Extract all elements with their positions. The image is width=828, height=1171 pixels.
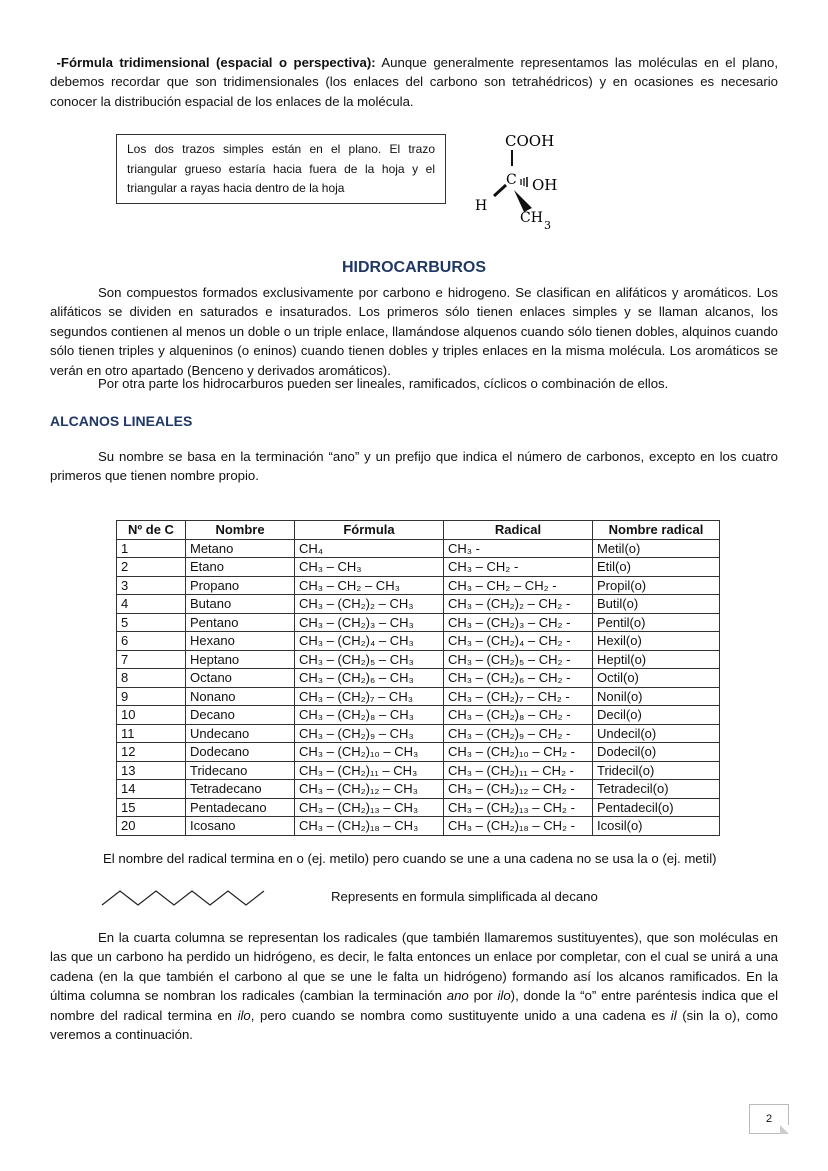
table-row: [117, 687, 720, 706]
molecule-3d-diagram: [470, 128, 580, 238]
cell-nombre: Butano: [186, 595, 295, 614]
svg-text:3: 3: [544, 219, 551, 232]
cell-formula: CH₃ – (CH₂)₈ – CH₃: [295, 706, 444, 725]
table-row: [117, 798, 720, 817]
page-number-badge: [749, 1104, 789, 1134]
cell-num-c: 10: [117, 706, 186, 725]
cell-radical: CH₃ – (CH₂)₁₂ – CH₂ -: [444, 780, 593, 799]
cell-num-c: 3: [117, 576, 186, 595]
cell-formula: CH₄: [295, 539, 444, 558]
cell-radical: CH₃ – (CH₂)₁₁ – CH₂ -: [444, 761, 593, 780]
cell-radical: CH₃ – CH₂ – CH₂ -: [444, 576, 593, 595]
table-row: [117, 724, 720, 743]
table-row: [117, 632, 720, 651]
cell-nombre: Nonano: [186, 687, 295, 706]
cell-formula: CH₃ – (CH₂)₁₃ – CH₃: [295, 798, 444, 817]
table-row: [117, 706, 720, 725]
table-row: [117, 613, 720, 632]
cell-num-c: 8: [117, 669, 186, 688]
cell-nombre: Dodecano: [186, 743, 295, 762]
cell-num-c: 4: [117, 595, 186, 614]
page-number: 2: [765, 1113, 773, 1125]
cell-formula: CH₃ – (CH₂)₄ – CH₃: [295, 632, 444, 651]
table-row: [117, 558, 720, 577]
cell-radical: CH₃ – (CH₂)₅ – CH₂ -: [444, 650, 593, 669]
cell-nombre: Decano: [186, 706, 295, 725]
cell-nombre-radical: Nonil(o): [593, 687, 720, 706]
cell-num-c: 20: [117, 817, 186, 836]
cell-nombre-radical: Heptil(o): [593, 650, 720, 669]
cell-formula: CH₃ – (CH₂)₇ – CH₃: [295, 687, 444, 706]
cell-nombre-radical: Metil(o): [593, 539, 720, 558]
cell-radical: CH₃ – (CH₂)₆ – CH₂ -: [444, 669, 593, 688]
cell-nombre: Heptano: [186, 650, 295, 669]
note-text: Los dos trazos simples están en el plano. El trazo triangular grueso estaría hacia fuera de la hoja y el triangular a rayas hacia dentro de la hoja: [127, 142, 435, 195]
cell-radical: CH₃ -: [444, 539, 593, 558]
cell-radical: CH₃ – (CH₂)₉ – CH₂ -: [444, 724, 593, 743]
cell-nombre: Tetradecano: [186, 780, 295, 799]
cell-nombre-radical: Pentil(o): [593, 613, 720, 632]
cell-nombre: Pentadecano: [186, 798, 295, 817]
cell-nombre-radical: Propil(o): [593, 576, 720, 595]
cell-num-c: 15: [117, 798, 186, 817]
note-box: [116, 134, 446, 204]
cell-nombre-radical: Butil(o): [593, 595, 720, 614]
cell-formula: CH₃ – (CH₂)₁₁ – CH₃: [295, 761, 444, 780]
table-row: [117, 761, 720, 780]
cell-formula: CH₃ – (CH₂)₅ – CH₃: [295, 650, 444, 669]
cell-radical: CH₃ – (CH₂)₁₈ – CH₂ -: [444, 817, 593, 836]
cell-nombre-radical: Decil(o): [593, 706, 720, 725]
intro-paragraph: [50, 53, 778, 111]
cell-nombre: Tridecano: [186, 761, 295, 780]
svg-text:COOH: COOH: [505, 132, 555, 150]
cell-radical: CH₃ – (CH₂)₄ – CH₂ -: [444, 632, 593, 651]
svg-text:H: H: [475, 198, 488, 214]
cell-num-c: 12: [117, 743, 186, 762]
header-formula: Fórmula: [295, 521, 444, 540]
cell-formula: CH₃ – CH₂ – CH₃: [295, 576, 444, 595]
cell-nombre-radical: Tetradecil(o): [593, 780, 720, 799]
cell-nombre: Pentano: [186, 613, 295, 632]
cell-num-c: 5: [117, 613, 186, 632]
cell-num-c: 7: [117, 650, 186, 669]
header-nombre: Nombre: [186, 521, 295, 540]
cell-num-c: 14: [117, 780, 186, 799]
header-num-c: Nº de C: [117, 521, 186, 540]
cell-formula: CH₃ – (CH₂)₃ – CH₃: [295, 613, 444, 632]
alcanos-title: ALCANOS LINEALES: [50, 413, 193, 429]
intro-lead: -Fórmula tridimensional (espacial o perspectiva):: [56, 55, 376, 70]
cell-radical: CH₃ – (CH₂)₈ – CH₂ -: [444, 706, 593, 725]
table-footnote: El nombre del radical termina en o (ej. metilo) pero cuando se une a una cadena no se usa la o (ej. metil): [103, 851, 717, 866]
closing-paragraph: En la cuarta columna se representan los radicales (que también llamaremos sustituyentes), que son moléculas en las que un carbono ha perdido un hidrógeno, es decir, le falta entonces un enlace por completar, con el cual se unirá a una cadena (en la que también el carbono al que se une le falta un hidrógeno) formando así los alcanos ramificados. En la última columna se nombran los radicales (cambian la terminación ano por ilo), donde la “o” entre paréntesis indica que el nombre del radical termina en ilo, pero cuando se nombra como sustituyente unido a una cadena es il (sin la o), como veremos a continuación.: [50, 930, 779, 1043]
svg-text:C: C: [506, 172, 517, 188]
cell-radical: CH₃ – (CH₂)₇ – CH₂ -: [444, 687, 593, 706]
cell-nombre-radical: Tridecil(o): [593, 761, 720, 780]
stereo-bonds-icon: [470, 128, 580, 238]
decane-skeletal-formula-icon: [100, 887, 280, 909]
table-row: [117, 595, 720, 614]
table-row: [117, 817, 720, 836]
cell-nombre-radical: Octil(o): [593, 669, 720, 688]
header-nombre-radical: Nombre radical: [593, 521, 720, 540]
cell-nombre-radical: Undecil(o): [593, 724, 720, 743]
cell-nombre: Propano: [186, 576, 295, 595]
table-header-row: [117, 521, 720, 540]
cell-nombre: Icosano: [186, 817, 295, 836]
table-row: [117, 780, 720, 799]
alkanes-table: [116, 520, 720, 836]
cell-nombre: Etano: [186, 558, 295, 577]
cell-formula: CH₃ – (CH₂)₁₀ – CH₃: [295, 743, 444, 762]
cell-nombre-radical: Etil(o): [593, 558, 720, 577]
cell-num-c: 11: [117, 724, 186, 743]
table-row: [117, 669, 720, 688]
cell-formula: CH₃ – (CH₂)₁₂ – CH₃: [295, 780, 444, 799]
hidrocarburos-paragraph-2: Por otra parte los hidrocarburos pueden ser lineales, ramificados, cíclicos o combinación de ellos.: [98, 376, 669, 391]
zigzag-caption: Represents en formula simplificada al decano: [331, 889, 598, 904]
table-row: [117, 539, 720, 558]
svg-text:OH: OH: [532, 176, 558, 194]
cell-radical: CH₃ – (CH₂)₂ – CH₂ -: [444, 595, 593, 614]
cell-radical: CH₃ – (CH₂)₁₀ – CH₂ -: [444, 743, 593, 762]
svg-text:CH: CH: [520, 210, 543, 226]
hidrocarburos-paragraph-1: Son compuestos formados exclusivamente por carbono e hidrogeno. Se clasifican en alifáticos y aromáticos. Los alifáticos se dividen en saturados e insaturados. Los primeros sólo tienen enlaces simples y se llaman alcanos, los segundos contienen al menos un doble o un triple enlace, llamándose alquenos cuando sólo tienen dobles, alquinos cuando sólo tienen triples y alqueninos (o eninos) cuando tienen dobles y triples enlaces en la misma molécula. Los aromáticos se verán en otro apartado (Benceno y derivados aromáticos).: [50, 285, 778, 378]
cell-nombre: Undecano: [186, 724, 295, 743]
page-curl-icon: [780, 1125, 789, 1134]
cell-nombre: Metano: [186, 539, 295, 558]
cell-formula: CH₃ – (CH₂)₁₈ – CH₃: [295, 817, 444, 836]
cell-num-c: 6: [117, 632, 186, 651]
table-row: [117, 576, 720, 595]
table-row: [117, 650, 720, 669]
cell-nombre: Hexano: [186, 632, 295, 651]
cell-radical: CH₃ – (CH₂)₁₃ – CH₂ -: [444, 798, 593, 817]
header-radical: Radical: [444, 521, 593, 540]
cell-num-c: 9: [117, 687, 186, 706]
cell-nombre: Octano: [186, 669, 295, 688]
alcanos-paragraph: Su nombre se basa en la terminación “ano” y un prefijo que indica el número de carbonos, excepto en los cuatro primeros que tienen nombre propio.: [50, 449, 778, 484]
cell-nombre-radical: Dodecil(o): [593, 743, 720, 762]
cell-radical: CH₃ – (CH₂)₃ – CH₂ -: [444, 613, 593, 632]
cell-formula: CH₃ – (CH₂)₂ – CH₃: [295, 595, 444, 614]
cell-nombre-radical: Icosil(o): [593, 817, 720, 836]
cell-formula: CH₃ – CH₃: [295, 558, 444, 577]
table-row: [117, 743, 720, 762]
cell-num-c: 1: [117, 539, 186, 558]
intro-text: Aunque generalmente representamos las moléculas en el plano, debemos recordar que son tridimensionales (los enlaces del carbono son tetrahédricos) y en ocasiones es necesario conocer la distribución espacial de los enlaces de la molécula.: [50, 55, 778, 109]
cell-formula: CH₃ – (CH₂)₆ – CH₃: [295, 669, 444, 688]
cell-nombre-radical: Hexil(o): [593, 632, 720, 651]
cell-radical: CH₃ – CH₂ -: [444, 558, 593, 577]
cell-num-c: 2: [117, 558, 186, 577]
cell-formula: CH₃ – (CH₂)₉ – CH₃: [295, 724, 444, 743]
hidrocarburos-title: HIDROCARBUROS: [342, 259, 486, 276]
cell-num-c: 13: [117, 761, 186, 780]
cell-nombre-radical: Pentadecil(o): [593, 798, 720, 817]
